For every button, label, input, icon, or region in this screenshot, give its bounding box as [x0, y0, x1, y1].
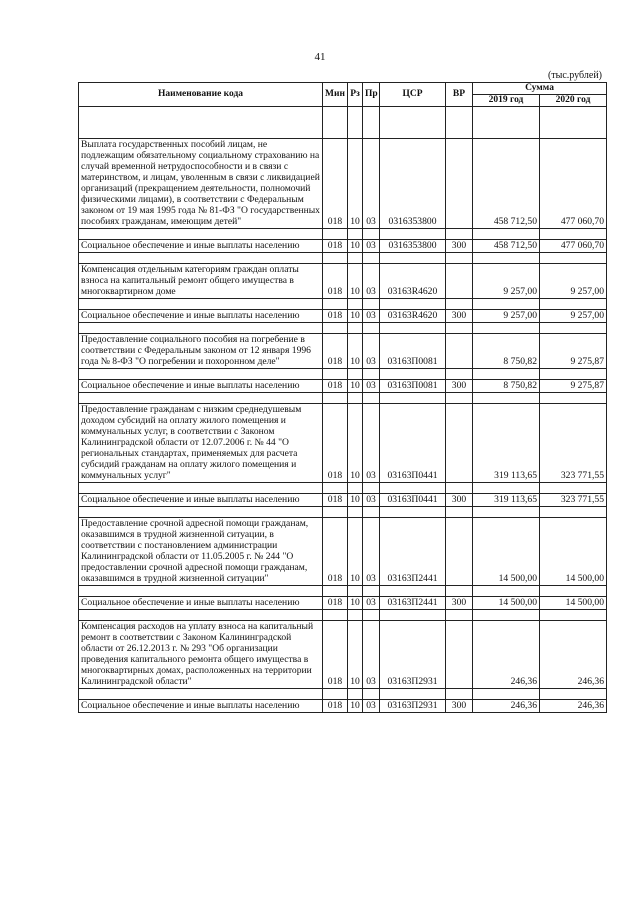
spacer-cell	[380, 483, 446, 494]
spacer-cell	[79, 689, 323, 700]
page-number: 41	[314, 51, 326, 63]
spacer-cell	[79, 369, 323, 380]
table-row	[79, 334, 607, 369]
row-name: Предоставление социального пособия на погребение в соответствии с Федеральным законом от 12 января 1996 года № 8-ФЗ "О погребении и похоронном деле"	[79, 334, 323, 369]
spacer-cell	[323, 393, 348, 404]
row-name: Предоставление гражданам с низким среднедушевым доходом субсидий на оплату жилого помещения и коммунальных услуг, в соответствии с Законом Калининградской области от 12.07.2006 г. № 44 "О региональных стандартах, применяемых для расчета субсидий гражданам на оплату жилого помещения и коммунальных услуг"	[79, 404, 323, 483]
spacer-cell	[473, 586, 540, 597]
spacer-cell	[380, 107, 446, 139]
row-spacer	[79, 323, 607, 334]
header-2019: 2019 год	[473, 95, 540, 107]
spacer-cell	[348, 610, 363, 621]
table-row	[79, 139, 607, 229]
spacer-cell	[473, 299, 540, 310]
row-spacer	[79, 229, 607, 240]
row-rz: 10	[348, 240, 363, 253]
row-amount-2020: 477 060,70	[540, 240, 607, 253]
spacer-cell	[79, 253, 323, 264]
spacer-cell	[446, 229, 473, 240]
table-row	[79, 518, 607, 586]
spacer-cell	[79, 107, 323, 139]
row-amount-2019: 246,36	[473, 621, 540, 689]
spacer-cell	[363, 507, 380, 518]
spacer-cell	[348, 369, 363, 380]
row-csr: 0316353800	[380, 240, 446, 253]
spacer-cell	[540, 507, 607, 518]
spacer-cell	[540, 229, 607, 240]
spacer-cell	[323, 610, 348, 621]
row-amount-2020: 9 275,87	[540, 380, 607, 393]
spacer-cell	[323, 689, 348, 700]
table-row	[79, 494, 607, 507]
table-row	[79, 264, 607, 299]
row-csr: 03163П0081	[380, 380, 446, 393]
row-pr: 03	[363, 518, 380, 586]
row-amount-2019: 14 500,00	[473, 597, 540, 610]
spacer-cell	[348, 586, 363, 597]
row-name: Социальное обеспечение и иные выплаты населению	[79, 700, 323, 713]
spacer-cell	[363, 299, 380, 310]
spacer-cell	[79, 323, 323, 334]
spacer-cell	[79, 393, 323, 404]
table-row	[79, 310, 607, 323]
row-csr: 03163П0441	[380, 404, 446, 483]
spacer-cell	[473, 483, 540, 494]
header-csr: ЦСР	[380, 83, 446, 107]
row-rz: 10	[348, 494, 363, 507]
spacer-cell	[79, 586, 323, 597]
row-min: 018	[323, 494, 348, 507]
row-amount-2020: 246,36	[540, 621, 607, 689]
spacer-cell	[473, 689, 540, 700]
spacer-cell	[473, 229, 540, 240]
spacer-cell	[446, 107, 473, 139]
spacer-cell	[348, 689, 363, 700]
row-vr: 300	[446, 700, 473, 713]
row-name: Компенсация расходов на уплату взноса на капитальный ремонт в соответствии с Законом Калининградской области от 26.12.2013 г. № 293 "Об организации проведения капитального ремонта общего имущества в многоквартирных домах, расположенных на территории Калининградской области"	[79, 621, 323, 689]
header-name: Наименование кода	[79, 83, 323, 107]
spacer-cell	[473, 393, 540, 404]
row-pr: 03	[363, 334, 380, 369]
spacer-cell	[323, 253, 348, 264]
row-spacer	[79, 107, 607, 139]
spacer-cell	[446, 689, 473, 700]
row-amount-2020: 9 257,00	[540, 310, 607, 323]
spacer-cell	[348, 393, 363, 404]
spacer-cell	[446, 507, 473, 518]
spacer-cell	[380, 610, 446, 621]
row-amount-2019: 458 712,50	[473, 240, 540, 253]
unit-note: (тыс.рублей)	[547, 70, 602, 81]
spacer-cell	[380, 586, 446, 597]
row-spacer	[79, 483, 607, 494]
row-rz: 10	[348, 404, 363, 483]
spacer-cell	[473, 507, 540, 518]
row-rz: 10	[348, 139, 363, 229]
row-pr: 03	[363, 494, 380, 507]
spacer-cell	[446, 586, 473, 597]
row-spacer	[79, 393, 607, 404]
row-amount-2019: 14 500,00	[473, 518, 540, 586]
spacer-cell	[540, 610, 607, 621]
spacer-cell	[348, 323, 363, 334]
spacer-cell	[380, 689, 446, 700]
spacer-cell	[363, 229, 380, 240]
row-amount-2019: 319 113,65	[473, 494, 540, 507]
spacer-cell	[380, 507, 446, 518]
row-amount-2020: 323 771,55	[540, 404, 607, 483]
row-pr: 03	[363, 380, 380, 393]
spacer-cell	[446, 610, 473, 621]
row-min: 018	[323, 404, 348, 483]
spacer-cell	[323, 107, 348, 139]
table-row	[79, 621, 607, 689]
spacer-cell	[473, 323, 540, 334]
spacer-cell	[380, 393, 446, 404]
spacer-cell	[363, 610, 380, 621]
row-name: Выплата государственных пособий лицам, не подлежащим обязательному социальному страхованию на случай временной нетрудоспособности и в связи с материнством, и лицам, уволенным в связи с ликвидацией организаций (прекращением деятельности, полномочий физическими лицами), в соответствии с Федеральным законом от 19 мая 1995 года № 81-ФЗ "О государственных пособиях гражданам, имеющим детей"	[79, 139, 323, 229]
row-csr: 03163R4620	[380, 264, 446, 299]
row-pr: 03	[363, 310, 380, 323]
row-rz: 10	[348, 264, 363, 299]
row-vr	[446, 139, 473, 229]
row-amount-2020: 323 771,55	[540, 494, 607, 507]
spacer-cell	[540, 689, 607, 700]
spacer-cell	[323, 229, 348, 240]
spacer-cell	[473, 369, 540, 380]
spacer-cell	[348, 483, 363, 494]
row-amount-2020: 14 500,00	[540, 518, 607, 586]
row-min: 018	[323, 240, 348, 253]
row-amount-2019: 8 750,82	[473, 380, 540, 393]
row-rz: 10	[348, 597, 363, 610]
header-min: Мин	[323, 83, 348, 107]
spacer-cell	[363, 369, 380, 380]
spacer-cell	[348, 253, 363, 264]
row-name: Социальное обеспечение и иные выплаты населению	[79, 494, 323, 507]
spacer-cell	[348, 107, 363, 139]
spacer-cell	[363, 323, 380, 334]
row-spacer	[79, 586, 607, 597]
table-row	[79, 404, 607, 483]
row-csr: 03163П2931	[380, 621, 446, 689]
spacer-cell	[348, 229, 363, 240]
row-pr: 03	[363, 621, 380, 689]
spacer-cell	[540, 107, 607, 139]
spacer-cell	[79, 229, 323, 240]
header-vr: ВР	[446, 83, 473, 107]
spacer-cell	[540, 299, 607, 310]
spacer-cell	[473, 610, 540, 621]
row-pr: 03	[363, 240, 380, 253]
header-sum: Сумма	[473, 83, 607, 95]
header-pr: Пр	[363, 83, 380, 107]
row-vr: 300	[446, 310, 473, 323]
spacer-cell	[363, 689, 380, 700]
row-csr: 03163П0441	[380, 494, 446, 507]
row-min: 018	[323, 621, 348, 689]
spacer-cell	[348, 299, 363, 310]
spacer-cell	[323, 299, 348, 310]
row-vr: 300	[446, 380, 473, 393]
row-csr: 03163П2931	[380, 700, 446, 713]
row-pr: 03	[363, 264, 380, 299]
row-amount-2019: 319 113,65	[473, 404, 540, 483]
spacer-cell	[323, 507, 348, 518]
row-vr	[446, 264, 473, 299]
row-vr: 300	[446, 240, 473, 253]
spacer-cell	[473, 253, 540, 264]
row-amount-2020: 9 275,87	[540, 334, 607, 369]
spacer-cell	[540, 586, 607, 597]
spacer-cell	[540, 253, 607, 264]
row-spacer	[79, 689, 607, 700]
table-row	[79, 380, 607, 393]
table-row	[79, 700, 607, 713]
row-vr	[446, 404, 473, 483]
row-amount-2020: 14 500,00	[540, 597, 607, 610]
row-spacer	[79, 299, 607, 310]
spacer-cell	[323, 483, 348, 494]
spacer-cell	[348, 507, 363, 518]
spacer-cell	[380, 299, 446, 310]
spacer-cell	[323, 369, 348, 380]
row-min: 018	[323, 518, 348, 586]
row-name: Социальное обеспечение и иные выплаты населению	[79, 597, 323, 610]
spacer-cell	[446, 369, 473, 380]
row-csr: 03163П2441	[380, 518, 446, 586]
row-vr: 300	[446, 597, 473, 610]
row-min: 018	[323, 334, 348, 369]
row-rz: 10	[348, 334, 363, 369]
row-pr: 03	[363, 139, 380, 229]
row-min: 018	[323, 139, 348, 229]
row-csr: 03163R4620	[380, 310, 446, 323]
row-pr: 03	[363, 700, 380, 713]
row-csr: 0316353800	[380, 139, 446, 229]
row-amount-2020: 477 060,70	[540, 139, 607, 229]
row-pr: 03	[363, 404, 380, 483]
row-amount-2019: 246,36	[473, 700, 540, 713]
header-rz: Рз	[348, 83, 363, 107]
budget-table	[78, 82, 607, 713]
row-name: Социальное обеспечение и иные выплаты населению	[79, 380, 323, 393]
spacer-cell	[323, 586, 348, 597]
spacer-cell	[540, 323, 607, 334]
row-amount-2020: 246,36	[540, 700, 607, 713]
row-pr: 03	[363, 597, 380, 610]
spacer-cell	[380, 253, 446, 264]
spacer-cell	[79, 483, 323, 494]
row-name: Социальное обеспечение и иные выплаты населению	[79, 310, 323, 323]
row-spacer	[79, 507, 607, 518]
spacer-cell	[323, 323, 348, 334]
row-rz: 10	[348, 310, 363, 323]
spacer-cell	[380, 369, 446, 380]
row-spacer	[79, 253, 607, 264]
row-amount-2019: 9 257,00	[473, 310, 540, 323]
spacer-cell	[363, 253, 380, 264]
header-2020: 2020 год	[540, 95, 607, 107]
row-amount-2019: 8 750,82	[473, 334, 540, 369]
spacer-cell	[79, 299, 323, 310]
spacer-cell	[380, 229, 446, 240]
spacer-cell	[79, 610, 323, 621]
spacer-cell	[446, 393, 473, 404]
table-body	[79, 107, 607, 713]
spacer-cell	[473, 107, 540, 139]
row-min: 018	[323, 264, 348, 299]
row-vr	[446, 518, 473, 586]
row-spacer	[79, 610, 607, 621]
spacer-cell	[79, 507, 323, 518]
table-row	[79, 240, 607, 253]
spacer-cell	[446, 299, 473, 310]
row-min: 018	[323, 700, 348, 713]
row-rz: 10	[348, 380, 363, 393]
spacer-cell	[363, 483, 380, 494]
spacer-cell	[446, 323, 473, 334]
row-rz: 10	[348, 621, 363, 689]
row-amount-2019: 458 712,50	[473, 139, 540, 229]
row-rz: 10	[348, 518, 363, 586]
row-name: Предоставление срочной адресной помощи гражданам, оказавшимся в трудной жизненной ситуации, в соответствии с постановлением администрации Калининградской области от 11.05.2005 г. № 244 "О предоставлении срочной адресной помощи гражданам, оказавшимся в трудной жизненной ситуации"	[79, 518, 323, 586]
spacer-cell	[540, 393, 607, 404]
spacer-cell	[363, 393, 380, 404]
spacer-cell	[540, 369, 607, 380]
spacer-cell	[363, 586, 380, 597]
row-name: Социальное обеспечение и иные выплаты населению	[79, 240, 323, 253]
row-min: 018	[323, 380, 348, 393]
row-amount-2020: 9 257,00	[540, 264, 607, 299]
spacer-cell	[363, 107, 380, 139]
row-name: Компенсация отдельным категориям граждан оплаты взноса на капитальный ремонт общего имущества в многоквартирном доме	[79, 264, 323, 299]
row-amount-2019: 9 257,00	[473, 264, 540, 299]
row-vr	[446, 621, 473, 689]
table-row	[79, 597, 607, 610]
spacer-cell	[380, 323, 446, 334]
row-csr: 03163П0081	[380, 334, 446, 369]
row-csr: 03163П2441	[380, 597, 446, 610]
row-spacer	[79, 369, 607, 380]
row-min: 018	[323, 310, 348, 323]
spacer-cell	[540, 483, 607, 494]
row-vr: 300	[446, 494, 473, 507]
row-rz: 10	[348, 700, 363, 713]
row-vr	[446, 334, 473, 369]
spacer-cell	[446, 253, 473, 264]
row-min: 018	[323, 597, 348, 610]
spacer-cell	[446, 483, 473, 494]
